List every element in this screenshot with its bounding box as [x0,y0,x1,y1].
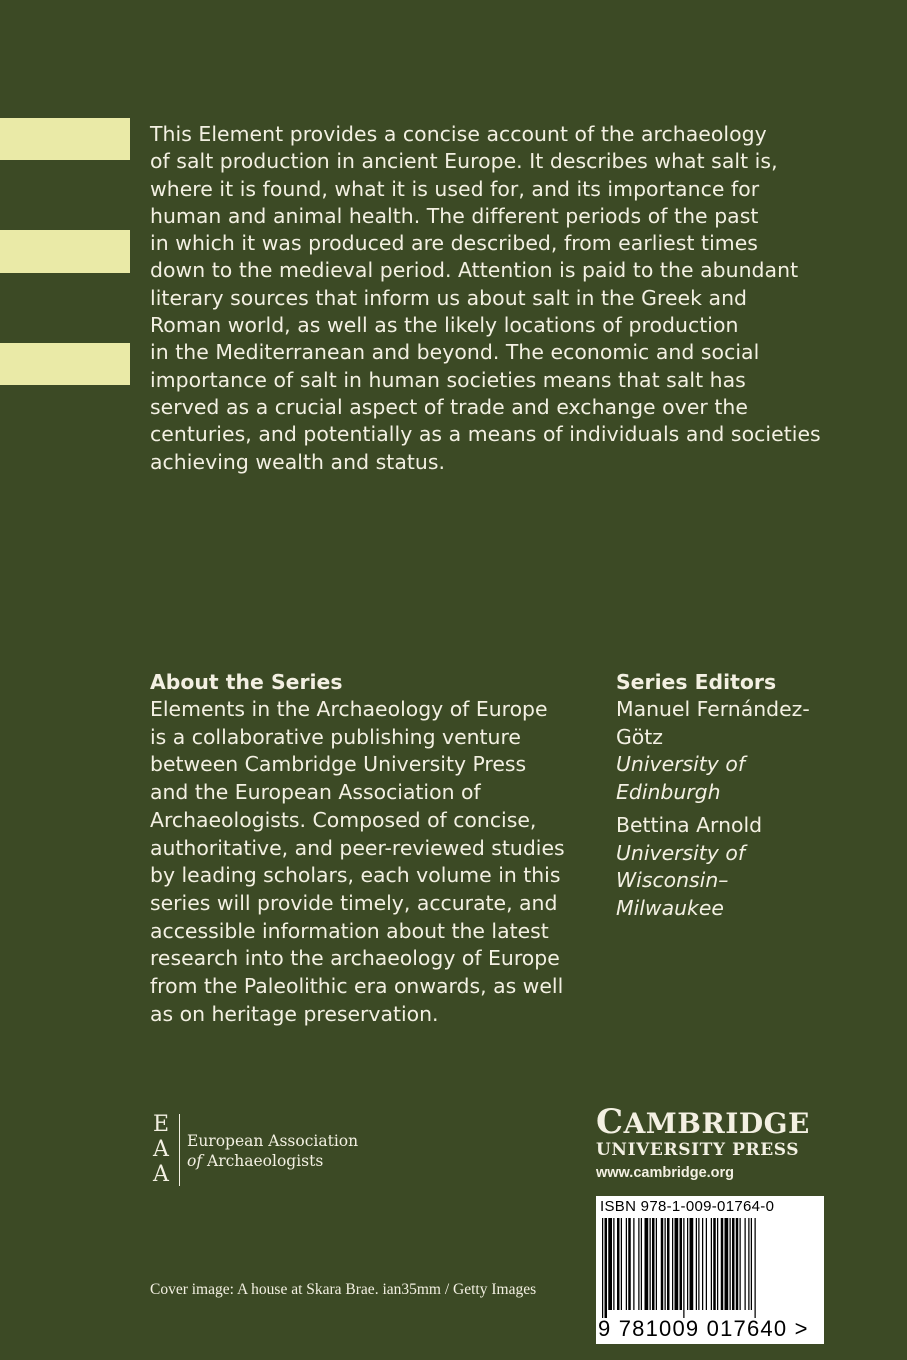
about-heading: About the Series [150,670,343,694]
editor-institution: Edinburgh [616,779,721,804]
description-line: achieving wealth and status. [150,449,446,474]
editor-name: Manuel Fernández- [616,697,810,721]
about-line: research into the archaeology of Europe [150,946,560,971]
eaa-of: of [187,1152,203,1170]
description-line: in the Mediterranean and beyond. The economic and social [150,340,760,365]
eaa-letter: A [153,1137,169,1162]
description-line: This Element provides a concise account of the archaeology [150,122,767,146]
isbn-barcode [596,1196,824,1344]
barcode-graphic [602,1218,818,1318]
about-line: from the Paleolithic era onwards, as well [150,974,564,999]
eaa-name-line2 [187,1151,358,1171]
editor-name: Bettina Arnold [616,813,763,837]
about-the-series [150,668,590,1028]
description-line: human and animal health. The different periods of the past [150,203,759,228]
about-line: accessible information about the latest [150,918,549,943]
description-line: in which it was produced are described, from earliest times [150,231,758,256]
editor-institution: Milwaukee [616,895,724,920]
eaa-monogram [150,1112,172,1187]
cambridge-logo [596,1102,826,1183]
description-line: down to the medieval period. Attention is paid to the abundant [150,258,799,283]
cover-image-credit: Cover image: A house at Skara Brae. ian35mm / Getty Images [150,1281,537,1298]
editor-institution: University of [616,752,745,776]
publisher-name [596,1102,826,1142]
eaa-archaeologists: Archaeologists [202,1152,324,1170]
editor-institution: Wisconsin– [616,868,729,892]
editor-institution: University of [616,840,745,865]
about-line: as on heritage preservation. [150,1001,439,1026]
barcode-bars [602,1218,818,1318]
series-editors [616,668,876,922]
isbn-text: ISBN 978-1-009-01764-0 [600,1198,775,1215]
about-line: Archaeologists. Composed of concise, [150,807,537,832]
publisher-website[interactable]: www.cambridge.org [596,1165,735,1181]
publisher-name-text: CAMBRIDGE [596,1102,810,1142]
eaa-name [187,1131,358,1171]
accent-bar-top [0,118,130,160]
description-line: centuries, and potentially as a means of individuals and societies [150,422,821,447]
eaa-letter: A [153,1162,169,1187]
eaa-logo [150,1112,390,1188]
editor-name: Götz [616,724,663,749]
barcode-digits: 9 781009 017640 > [598,1316,809,1341]
accent-bar-middle [0,230,130,273]
publisher-press [596,1139,826,1161]
eaa-letter: E [152,1112,170,1137]
editors-heading: Series Editors [616,670,777,694]
description-line: where it is found, what it is used for, and its importance for [150,176,760,201]
about-line: series will provide timely, accurate, and [150,890,558,915]
description-line: Roman world, as well as the likely locations of production [150,313,739,338]
description-line: importance of salt in human societies means that salt has [150,367,746,392]
eaa-divider [179,1114,180,1186]
about-line: Elements in the Archaeology of Europe [150,697,548,721]
publisher-press-text: UNIVERSITY PRESS [596,1140,800,1160]
description-line: literary sources that inform us about salt in the Greek and [150,285,748,310]
about-line: between Cambridge University Press [150,752,527,777]
eaa-name-line1: European Association [187,1132,359,1150]
about-line: is a collaborative publishing venture [150,724,521,749]
about-line: and the European Association of [150,780,481,805]
description-line: of salt production in ancient Europe. It describes what salt is, [150,149,778,174]
accent-bar-bottom [0,343,130,385]
description-line: served as a crucial aspect of trade and exchange over the [150,394,749,419]
about-line: authoritative, and peer-reviewed studies [150,835,565,860]
about-line: by leading scholars, each volume in this [150,863,561,888]
book-description [150,121,850,476]
